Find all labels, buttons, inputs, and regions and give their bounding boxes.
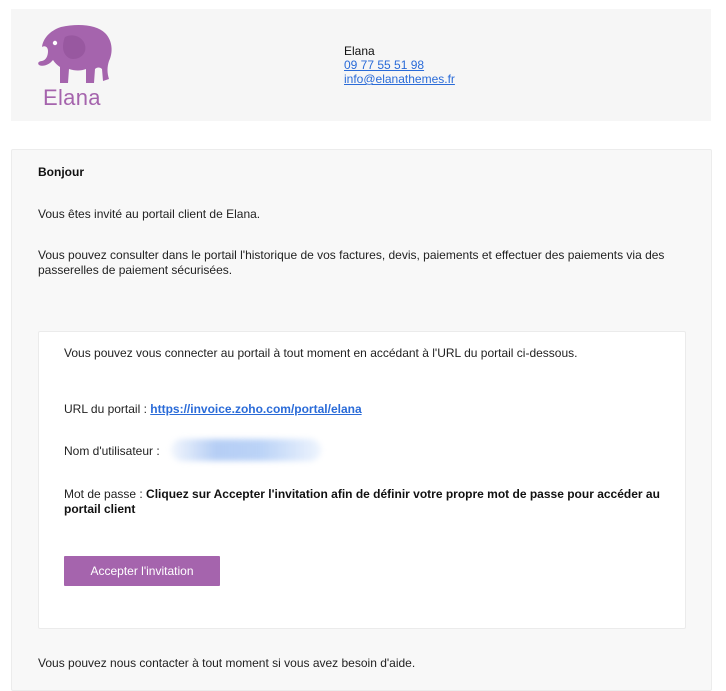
portal-info-text: Vous pouvez consulter dans le portail l'historique de vos factures, devis, paiements et effectuer des paiements via des passerelles de paiement sécurisées. [38, 248, 665, 277]
password-row [64, 487, 664, 517]
portal-url-link[interactable]: https://invoice.zoho.com/portal/elana [150, 402, 362, 416]
password-label: Mot de passe : [64, 487, 147, 501]
phone-link[interactable]: 09 77 55 51 98 [344, 58, 425, 72]
email-link[interactable]: info@elanathemes.fr [344, 72, 455, 86]
help-text: Vous pouvez nous contacter à tout moment si vous avez besoin d'aide. [38, 656, 416, 670]
logo-wordmark: Elana [43, 85, 101, 110]
accept-invitation-button[interactable]: Accepter l'invitation [64, 556, 220, 586]
greeting: Bonjour [38, 165, 84, 179]
email-header [11, 9, 711, 121]
card-intro: Vous pouvez vous connecter au portail à tout moment en accédant à l'URL du portail ci-dessous. [64, 346, 578, 360]
contact-block [344, 44, 455, 86]
username-redacted [171, 439, 321, 461]
password-instruction: Cliquez sur Accepter l'invitation afin de définir votre propre mot de passe pour accéder au portail client [64, 487, 660, 516]
portal-url-label: URL du portail : [64, 402, 151, 416]
company-name: Elana [344, 44, 375, 58]
portal-url-row [64, 402, 362, 416]
invite-text: Vous êtes invité au portail client de Elana. [38, 207, 261, 221]
email-body [11, 149, 712, 691]
username-label: Nom d'utilisateur : [64, 444, 160, 458]
portal-access-card [38, 331, 686, 629]
